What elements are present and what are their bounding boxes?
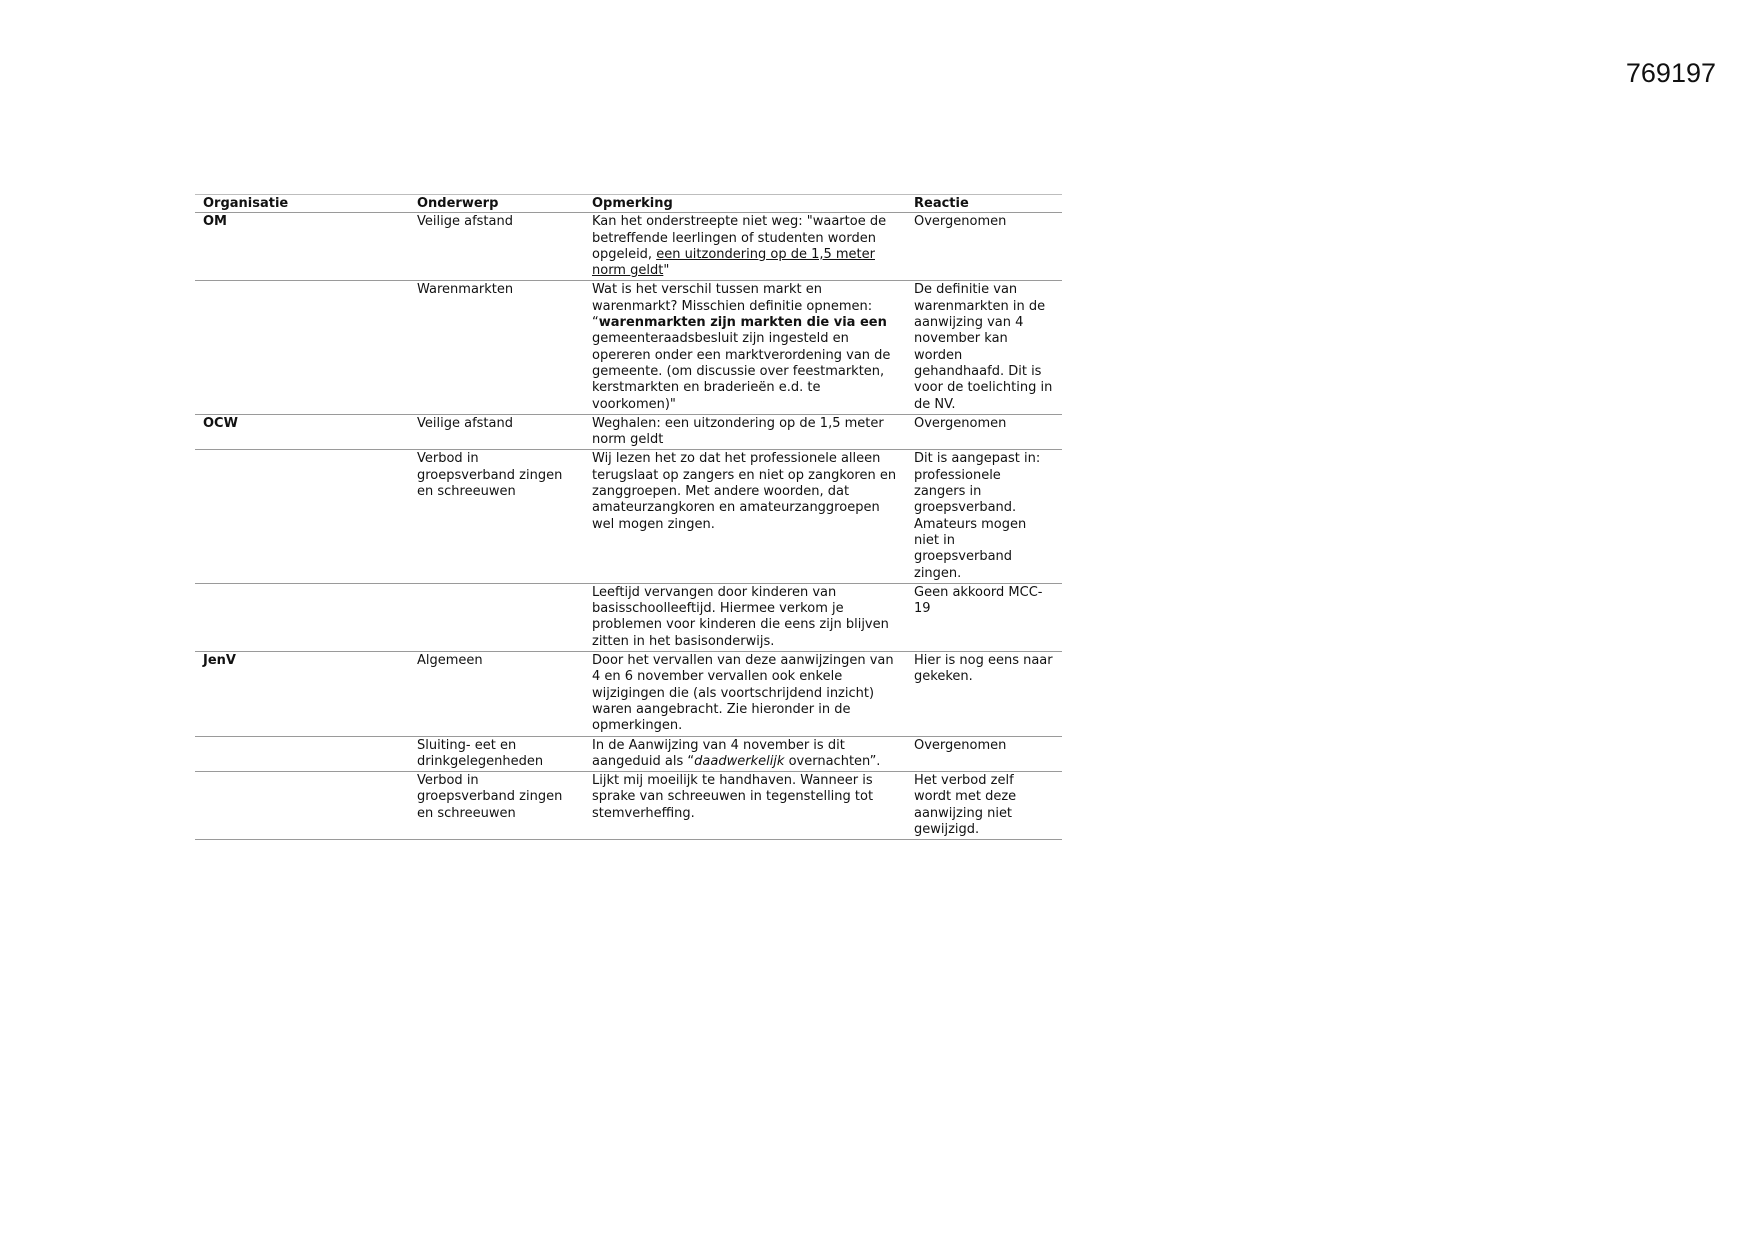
header-opmerking: Opmerking bbox=[584, 195, 906, 213]
remark-text: overnachten”. bbox=[784, 753, 881, 769]
remark-text: " bbox=[663, 263, 670, 279]
cell-subject: Veilige afstand bbox=[409, 213, 584, 281]
cell-remark bbox=[584, 736, 906, 772]
cell-remark: Wij lezen het zo dat het professionele alleen terugslaat op zangers en niet op zangkoren en zanggroepen. Met andere woorden, dat amateurzangkoren en amateurzanggroepen wel mogen zingen. bbox=[584, 450, 906, 583]
cell-remark: Lijkt mij moeilijk te handhaven. Wanneer is sprake van schreeuwen in tegenstelling tot stemverheffing. bbox=[584, 772, 906, 840]
table-row bbox=[195, 414, 1062, 450]
cell-subject: Algemeen bbox=[409, 652, 584, 736]
cell-remark bbox=[584, 281, 906, 414]
cell-organisation bbox=[195, 450, 409, 583]
header-reactie: Reactie bbox=[906, 195, 1062, 213]
header-onderwerp: Onderwerp bbox=[409, 195, 584, 213]
remark-text: gemeenteraadsbesluit zijn ingesteld en opereren onder een marktverordening van de gemeente. (om discussie over feestmarkten, kerstmarkten en braderieën e.d. te voorkomen)" bbox=[592, 331, 891, 412]
cell-organisation bbox=[195, 736, 409, 772]
remark-text: In de Aanwijzing van 4 november is dit aangeduid als “ bbox=[592, 737, 845, 769]
remark-italic-text: daadwerkelijk bbox=[694, 753, 785, 769]
cell-subject: Verbod in groepsverband zingen en schreeuwen bbox=[409, 772, 584, 840]
cell-subject: Sluiting- eet en drinkgelegenheden bbox=[409, 736, 584, 772]
cell-reaction: Overgenomen bbox=[906, 736, 1062, 772]
cell-reaction: Overgenomen bbox=[906, 414, 1062, 450]
cell-reaction: Geen akkoord MCC-19 bbox=[906, 583, 1062, 651]
cell-remark: Weghalen: een uitzondering op de 1,5 meter norm geldt bbox=[584, 414, 906, 450]
cell-remark: Door het vervallen van deze aanwijzingen van 4 en 6 november vervallen ook enkele wijzigingen die (als voortschrijdend inzicht) waren aangebracht. Zie hieronder in de opmerkingen. bbox=[584, 652, 906, 736]
cell-organisation: OCW bbox=[195, 414, 409, 450]
table-row bbox=[195, 652, 1062, 736]
table-header-row bbox=[195, 195, 1062, 213]
cell-reaction: Dit is aangepast in: professionele zangers in groepsverband. Amateurs mogen niet in groepsverband zingen. bbox=[906, 450, 1062, 583]
cell-remark bbox=[584, 213, 906, 281]
document-number: 769197 bbox=[1625, 58, 1716, 88]
table-row bbox=[195, 736, 1062, 772]
cell-organisation: JenV bbox=[195, 652, 409, 736]
table-row bbox=[195, 772, 1062, 840]
cell-reaction: Hier is nog eens naar gekeken. bbox=[906, 652, 1062, 736]
cell-reaction: Het verbod zelf wordt met deze aanwijzing niet gewijzigd. bbox=[906, 772, 1062, 840]
remark-text: Kan het onderstreepte niet weg: "waartoe de betreffende leerlingen of studenten worden opgeleid, bbox=[592, 214, 887, 262]
remark-bold-text: warenmarkten zijn markten die via een bbox=[598, 315, 887, 331]
cell-organisation bbox=[195, 281, 409, 414]
table-row bbox=[195, 450, 1062, 583]
cell-organisation bbox=[195, 772, 409, 840]
cell-organisation: OM bbox=[195, 213, 409, 281]
comments-table bbox=[195, 194, 1062, 840]
cell-reaction: De definitie van warenmarkten in de aanwijzing van 4 november kan worden gehandhaafd. Dit is voor de toelichting in de NV. bbox=[906, 281, 1062, 414]
cell-subject: Veilige afstand bbox=[409, 414, 584, 450]
table-row bbox=[195, 281, 1062, 414]
header-organisatie: Organisatie bbox=[195, 195, 409, 213]
remark-underlined-text: een uitzondering op de 1,5 meter norm geldt bbox=[592, 246, 875, 279]
cell-organisation bbox=[195, 583, 409, 651]
table-row bbox=[195, 213, 1062, 281]
remark-text: Wat is het verschil tussen markt en warenmarkt? Misschien definitie opnemen: “ bbox=[592, 282, 873, 331]
cell-subject: Warenmarkten bbox=[409, 281, 584, 414]
table-row bbox=[195, 583, 1062, 651]
cell-subject bbox=[409, 583, 584, 651]
cell-subject: Verbod in groepsverband zingen en schreeuwen bbox=[409, 450, 584, 583]
cell-remark: Leeftijd vervangen door kinderen van basisschoolleeftijd. Hiermee verkom je problemen voor kinderen die eens zijn blijven zitten in het basisonderwijs. bbox=[584, 583, 906, 651]
cell-reaction: Overgenomen bbox=[906, 213, 1062, 281]
